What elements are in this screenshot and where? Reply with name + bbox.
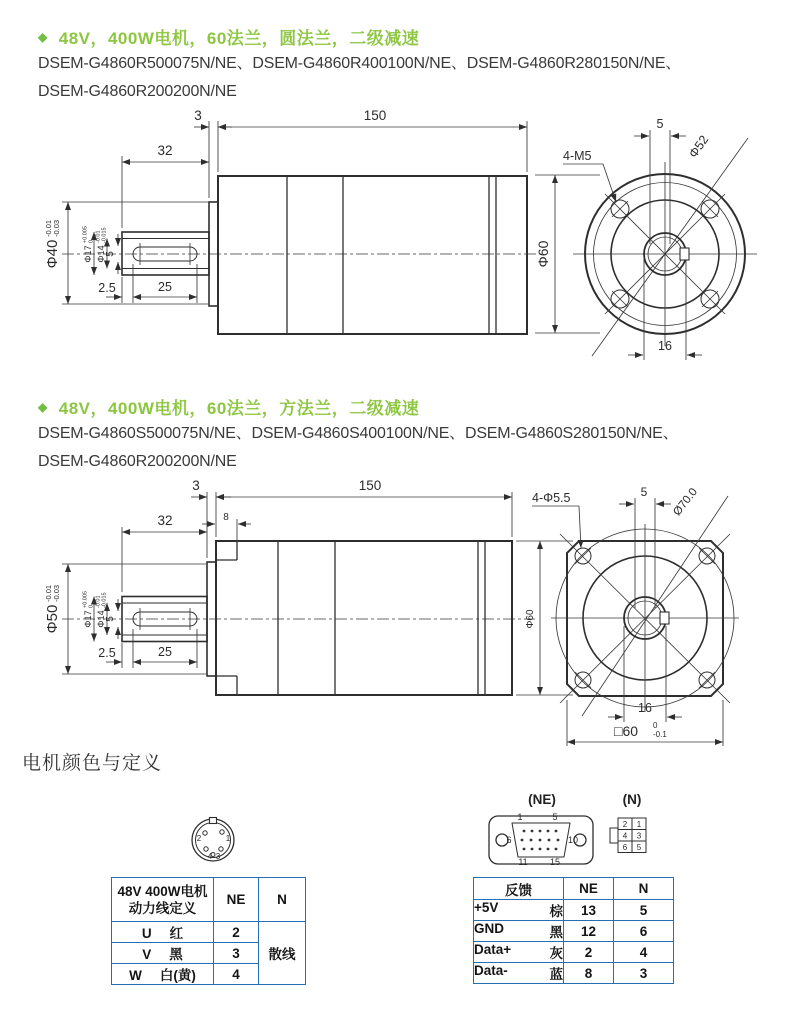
col-ne: NE	[214, 878, 259, 922]
section2-heading	[38, 394, 419, 419]
svg-text:Φ14: Φ14	[96, 245, 106, 263]
n-connector-label: (N)	[622, 792, 642, 807]
dim-dia17	[83, 591, 95, 628]
dimension-drawing-round-flange	[30, 104, 770, 366]
dim-key5-flange: 5	[640, 485, 648, 499]
svg-text:Ø70.0: Ø70.0	[671, 486, 701, 519]
n-cell: 5	[636, 843, 642, 852]
dim-key5: 5	[105, 616, 116, 622]
svg-text:0: 0	[88, 239, 95, 243]
power-table-title: 48V 400W电机 动力线定义	[112, 878, 214, 922]
feedback-table	[473, 877, 674, 984]
ne-connector-label: (NE)	[528, 792, 556, 807]
table-row: Data- 蓝 8 3	[474, 963, 674, 984]
section1-heading	[38, 24, 419, 49]
table-row: U 红 2 散线	[112, 922, 306, 943]
dim-25: 25	[158, 645, 172, 659]
n-cell: 6	[622, 843, 628, 852]
section1-title: 48V，400W电机，60法兰，圆法兰，二级减速	[58, 29, 420, 48]
pin-1-label: 1	[517, 812, 523, 822]
svg-text:Φ17: Φ17	[83, 610, 93, 628]
svg-text:Φ14: Φ14	[96, 610, 106, 628]
dim-3: 3	[194, 108, 202, 123]
svg-text:Φ52: Φ52	[686, 132, 712, 161]
flange-view-square	[532, 485, 739, 746]
dim-dia60	[535, 240, 551, 267]
dim-3: 3	[192, 478, 200, 493]
dim-sq60	[614, 721, 667, 739]
feedback-header: 反馈	[474, 878, 564, 900]
svg-text:-0.01: -0.01	[44, 584, 53, 602]
table-row: GND 黑 12 6	[474, 921, 674, 942]
n-merged-cell: 散线	[259, 922, 306, 985]
dim-dia17	[83, 226, 95, 263]
power-table	[111, 877, 306, 985]
pin-15-label: 15	[549, 857, 561, 867]
svg-text:0: 0	[653, 721, 658, 730]
svg-text:Φ60: Φ60	[525, 609, 536, 629]
svg-text:+0.005: +0.005	[82, 226, 89, 243]
svg-text:-0.1: -0.1	[653, 730, 667, 739]
svg-text:Φ17: Φ17	[83, 245, 93, 263]
col-n: N	[259, 878, 306, 922]
dim-dia52	[686, 133, 711, 161]
svg-text:-0.01: -0.01	[44, 219, 53, 237]
model-list-line: DSEM-G4860R500075N/NE、DSEM-G4860R400100N/NE、DSEM-G4860R280150N/NE、	[38, 55, 682, 72]
dim-dia60	[525, 609, 536, 629]
pin-2-label: 2	[196, 834, 202, 843]
dim-25: 25	[158, 280, 172, 294]
section2-models	[38, 420, 678, 476]
dim-16: 16	[658, 339, 672, 353]
n-cell: 2	[622, 820, 628, 829]
table-row: +5V 棕 13 5	[474, 900, 674, 921]
section1-models	[38, 50, 681, 106]
svg-text:-0.03: -0.03	[52, 219, 61, 237]
svg-text:Φ60: Φ60	[535, 240, 551, 268]
svg-text:0: 0	[88, 604, 95, 608]
n-cell: 4	[622, 831, 628, 841]
svg-text:Φ50: Φ50	[44, 604, 61, 634]
dim-key5: 5	[105, 251, 116, 257]
dim-32: 32	[157, 513, 173, 528]
pin-11-label: 11	[518, 857, 528, 867]
ne-connector-icon	[487, 808, 597, 868]
pin-3-label: 3	[215, 852, 221, 861]
pin-6-label: 6	[506, 835, 512, 845]
svg-text:□60: □60	[614, 723, 639, 739]
dim-16: 16	[638, 701, 652, 715]
dim-150: 150	[358, 478, 382, 493]
dim-8: 8	[223, 512, 229, 523]
svg-text:-0.03: -0.03	[52, 584, 61, 602]
dim-4-dia5-5: 4-Φ5.5	[532, 491, 571, 505]
svg-text:+0.005: +0.005	[82, 591, 89, 608]
col-ne: NE	[564, 878, 614, 900]
round-connector-icon	[185, 812, 241, 868]
pin-5-label: 5	[552, 812, 558, 822]
svg-text:-0.015: -0.015	[101, 227, 108, 243]
pin-1-label: 1	[225, 834, 231, 843]
dim-2-5: 2.5	[98, 281, 116, 295]
svg-text:Φ40: Φ40	[44, 239, 61, 269]
model-list-line: DSEM-G4860R200200N/NE	[38, 453, 237, 470]
table-row: Data+ 灰 2 4	[474, 942, 674, 963]
pin-10-label: 10	[567, 835, 579, 845]
dimension-drawing-square-flange	[30, 476, 770, 750]
svg-text:-0.01: -0.01	[95, 595, 102, 608]
model-list-line: DSEM-G4860S500075N/NE、DSEM-G4860S400100N/NE、DSEM-G4860S280150N/NE、	[38, 425, 679, 442]
dim-2-5: 2.5	[98, 646, 116, 660]
svg-text:-0.015: -0.015	[101, 592, 108, 608]
dim-dia40	[44, 220, 61, 268]
pin-4-label: 4	[207, 852, 213, 861]
diamond-bullet-icon: ◆	[38, 29, 48, 44]
col-n: N	[614, 878, 674, 900]
model-list-line: DSEM-G4860R200200N/NE	[38, 83, 237, 100]
n-cell: 3	[636, 831, 642, 841]
n-connector-icon	[606, 808, 658, 860]
dim-4-m5: 4-M5	[563, 149, 592, 163]
side-view-square	[44, 478, 573, 695]
side-view-round	[44, 108, 542, 334]
dim-dia50	[44, 585, 61, 633]
diamond-bullet-icon: ◆	[38, 399, 48, 414]
flange-view-round	[535, 117, 757, 360]
section2-title: 48V，400W电机，60法兰，方法兰，二级减速	[58, 399, 420, 418]
table-row: W 白(黄) 4	[112, 964, 306, 985]
dim-32: 32	[157, 143, 173, 158]
dim-150: 150	[363, 108, 387, 123]
dim-key5-flange: 5	[656, 117, 664, 131]
table-row: V 黑 3	[112, 943, 306, 964]
svg-text:-0.01: -0.01	[95, 230, 102, 243]
n-cell: 1	[636, 820, 642, 829]
colors-definition-title: 电机颜色与定义	[22, 753, 163, 774]
dim-dia70	[671, 486, 700, 518]
